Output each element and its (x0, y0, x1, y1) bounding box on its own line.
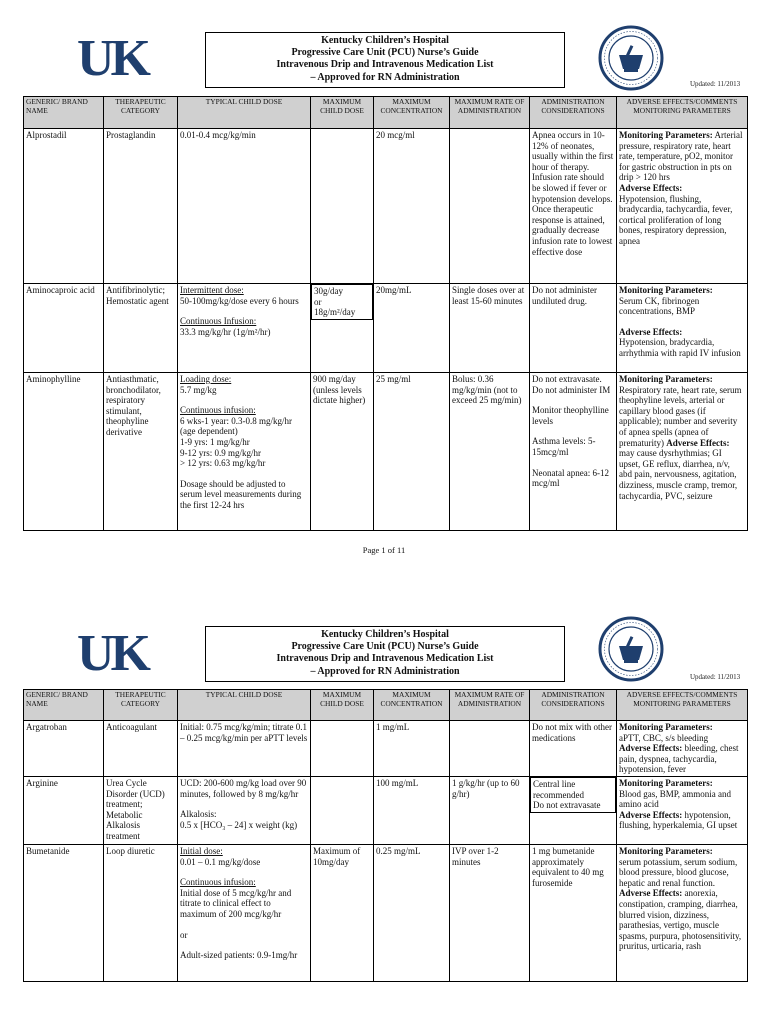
dose-text: 6 wks-1 year: 0.3-0.8 mg/kg/hr (age dependent) 1-9 yrs: 1 mg/kg/hr 9-12 yrs: 0.9 mg/kg/hr > 12 yrs: 0.63 mg/kg/hr (180, 415, 292, 469)
col-header-max-conc: MAXIMUM CONCENTRATION (374, 97, 450, 129)
max-dose (311, 129, 374, 284)
adverse-text: may cause dysrhythmias; GI upset, GE reflux, diarrhea, n/v, abd pain, nervousness, agitation, dizziness, muscle cramp, tremor, tachycardia, PVC, seizure (619, 448, 738, 501)
dose-heading: Continuous infusion: (180, 877, 256, 888)
updated-date: Updated: 11/2013 (690, 80, 741, 88)
drug-name: Aminocaproic acid (24, 284, 104, 373)
monitoring-text: Blood gas, BMP, ammonia and amino acid (619, 788, 731, 810)
max-concentration: 100 mg/mL (374, 776, 450, 844)
page-number: Page 1 of 11 (362, 545, 406, 555)
adverse-text: hypotension, flushing, hyperkalemia, GI upset (619, 809, 738, 831)
max-rate: 1 g/kg/hr (up to 60 g/hr) (450, 776, 530, 844)
admin-considerations: Do not administer undiluted drug. (530, 284, 617, 373)
dose-text: 33.3 mg/kg/hr (1g/m²/hr) (180, 326, 271, 337)
typical-dose: 0.01-0.4 mcg/kg/min (178, 129, 311, 284)
adverse-effects (617, 129, 748, 284)
dose-note: Dosage should be adjusted to serum level measurements during the first 12-24 hrs (180, 478, 302, 510)
monitoring-label: Monitoring Parameters: (619, 130, 713, 140)
dose-text: 50-100mg/kg/dose every 6 hours (180, 295, 299, 306)
col-header-max-dose: MAXIMUM CHILD DOSE (311, 97, 374, 129)
max-rate: Single doses over at least 15-60 minutes (450, 284, 530, 373)
table-header-row (24, 97, 748, 129)
max-rate: IVP over 1-2 minutes (450, 844, 530, 981)
col-header-category: THERAPEUTIC CATEGORY (104, 690, 178, 721)
typical-dose (178, 284, 311, 373)
monitoring-label: Monitoring Parameters: (619, 374, 713, 384)
max-rate: Bolus: 0.36 mg/kg/min (not to exceed 25 mg/min) (450, 373, 530, 531)
col-header-adverse: ADVERSE EFFECTS/COMMENTS MONITORING PARAMETERS (617, 690, 748, 721)
admin-text: Neonatal apnea: 6-12 mcg/ml (532, 467, 609, 489)
drug-name: Alprostadil (24, 129, 104, 284)
pharmacy-seal-icon (598, 616, 664, 682)
max-rate (450, 721, 530, 777)
typical-dose: Initial: 0.75 mcg/kg/min; titrate 0.1 – 0.25 mcg/kg/min per aPTT levels (178, 721, 311, 777)
col-header-max-rate: MAXIMUM RATE OF ADMINISTRATION (450, 97, 530, 129)
drug-category: Loop diuretic (104, 844, 178, 981)
adverse-label: Adverse Effects: (666, 437, 730, 448)
col-header-max-conc: MAXIMUM CONCENTRATION (374, 690, 450, 721)
adverse-label: Adverse Effects: (619, 888, 683, 899)
table-row (24, 373, 748, 531)
table-row (24, 284, 748, 373)
pharmacy-seal-icon (598, 25, 664, 91)
monitoring-text: serum potassium, serum sodium, blood pressure, blood glucose, hepatic and renal function. (619, 856, 738, 888)
drug-category: Anticoagulant (104, 721, 178, 777)
table-row (24, 776, 748, 844)
document-page-2 (0, 600, 768, 1024)
col-header-category: THERAPEUTIC CATEGORY (104, 97, 178, 129)
admin-text: Do not extravasate. Do not administer IM (532, 374, 611, 395)
monitoring-text: Arterial pressure, respiratory rate, heart rate, temperature, pO2, monitor for gastric obstruction in pts on drip > 120 hrs (619, 130, 743, 183)
adverse-label: Adverse Effects: (619, 326, 683, 337)
table-row (24, 844, 748, 981)
max-concentration: 0.25 mg/mL (374, 844, 450, 981)
dose-text: Initial dose of 5 mcg/kg/hr and titrate to clinical effect to maximum of 200 mcg/kg/hr (180, 887, 292, 919)
drug-name: Argatroban (24, 721, 104, 777)
monitoring-text: Serum CK, fibrinogen concentrations, BMP (619, 295, 700, 317)
table-header-row (24, 690, 748, 721)
adverse-effects (617, 721, 748, 777)
dose-text: or (180, 929, 188, 940)
dose-heading: Loading dose: (180, 374, 232, 384)
drug-category: Antifibrinolytic; Hemostatic agent (104, 284, 178, 373)
drug-category: Urea Cycle Disorder (UCD) treatment; Metabolic Alkalosis treatment (104, 776, 178, 844)
col-header-admin: ADMINISTRATION CONSIDERATIONS (530, 690, 617, 721)
updated-date: Updated: 11/2013 (690, 673, 741, 681)
drug-category: Prostaglandin (104, 129, 178, 284)
monitoring-text: aPTT, CBC, s/s bleeding (619, 732, 709, 743)
document-title: Kentucky Children’s Hospital Progressive Care Unit (PCU) Nurse’s Guide Intravenous Drip and Intravenous Medication List – Approved for RN Administration (205, 626, 565, 682)
medication-table-page-2 (23, 689, 748, 982)
col-header-max-rate: MAXIMUM RATE OF ADMINISTRATION (450, 690, 530, 721)
adverse-label: Adverse Effects: (619, 809, 683, 820)
monitoring-label: Monitoring Parameters: (619, 285, 713, 295)
drug-name: Aminophylline (24, 373, 104, 531)
col-header-adverse: ADVERSE EFFECTS/COMMENTS MONITORING PARAMETERS (617, 97, 748, 129)
adverse-effects (617, 844, 748, 981)
adverse-label: Adverse Effects: (619, 743, 683, 754)
admin-considerations: 1 mg bumetanide approximately equivalent to 40 mg furosemide (530, 844, 617, 981)
max-concentration: 20mg/mL (374, 284, 450, 373)
col-header-max-dose: MAXIMUM CHILD DOSE (311, 690, 374, 721)
dose-heading: Continuous Infusion: (180, 316, 257, 327)
adverse-effects (617, 373, 748, 531)
admin-considerations (530, 373, 617, 531)
col-header-dose: TYPICAL CHILD DOSE (178, 690, 311, 721)
dose-text: UCD: 200-600 mg/kg load over 90 minutes, followed by 8 mg/kg/hr (180, 777, 307, 799)
drug-name: Bumetanide (24, 844, 104, 981)
col-header-admin: ADMINISTRATION CONSIDERATIONS (530, 97, 617, 129)
col-header-generic: GENERIC/ BRAND NAME (24, 690, 104, 721)
adverse-effects (617, 776, 748, 844)
col-header-generic: GENERIC/ BRAND NAME (24, 97, 104, 129)
document-title: Kentucky Children’s Hospital Progressive Care Unit (PCU) Nurse’s Guide Intravenous Drip and Intravenous Medication List – Approved for RN Administration (205, 32, 565, 88)
drug-name: Arginine (24, 776, 104, 844)
admin-text: Monitor theophylline levels (532, 405, 609, 426)
max-dose: Maximum of 10mg/day (311, 844, 374, 981)
admin-text: Asthma levels: 5-15mcg/ml (532, 436, 596, 457)
monitoring-label: Monitoring Parameters: (619, 777, 713, 788)
typical-dose (178, 776, 311, 844)
dose-heading: Continuous infusion: (180, 405, 256, 416)
dose-text: Adult-sized patients: 0.9-1mg/hr (180, 950, 298, 961)
dose-heading: Initial dose: (180, 845, 223, 856)
table-row (24, 129, 748, 284)
max-rate (450, 129, 530, 284)
monitoring-label: Monitoring Parameters: (619, 845, 713, 856)
adverse-text: Hypotension, flushing, bradycardia, tachycardia, fever, cortical proliferation of long bones, respiratory depression, apnea (619, 193, 733, 246)
max-concentration: 20 mcg/ml (374, 129, 450, 284)
dose-heading: Intermittent dose: (180, 285, 244, 295)
uk-logo: UK (77, 30, 147, 87)
adverse-text: anorexia, constipation, cramping, diarrhea, blurred vision, dizziness, parathesias, vertigo, muscle spasms, purpura, photosensitivity, pruritus, urticaria, rash (619, 888, 742, 952)
adverse-effects (617, 284, 748, 373)
max-concentration: 1 mg/mL (374, 721, 450, 777)
medication-table-page-1 (23, 96, 748, 531)
admin-considerations: Central line recommended Do not extravasate (530, 777, 616, 813)
col-header-dose: TYPICAL CHILD DOSE (178, 97, 311, 129)
dose-text: 5.7 mg/kg (180, 384, 217, 395)
admin-considerations: Apnea occurs in 10-12% of neonates, usually within the first hour of therapy. Infusion rate should be slowed if fever or hypotension develops. Once therapeutic response is attained, gradually decrease infusion rate to lowest effective dose (530, 129, 617, 284)
max-concentration: 25 mg/ml (374, 373, 450, 531)
adverse-label: Adverse Effects: (619, 182, 683, 193)
table-row (24, 721, 748, 777)
dose-text: 0.01 – 0.1 mg/kg/dose (180, 856, 261, 867)
max-dose: 900 mg/day (unless levels dictate higher) (311, 373, 374, 531)
typical-dose (178, 373, 311, 531)
uk-logo: UK (77, 625, 147, 682)
admin-considerations: Do not mix with other medications (530, 721, 617, 777)
dose-text: Alkalosis: 0.5 x [HCO₃ – 24] x weight (kg) (180, 809, 298, 830)
max-dose: 30g/day or 18g/m²/day (311, 284, 373, 320)
typical-dose (178, 844, 311, 981)
adverse-text: bleeding, chest pain, dyspnea, tachycardia, hypotension, fever (619, 743, 739, 775)
monitoring-label: Monitoring Parameters: (619, 722, 713, 732)
adverse-text: Hypotension, bradycardia, arrhythmia with rapid IV infusion (619, 337, 741, 358)
max-dose (311, 721, 374, 777)
max-dose (311, 776, 374, 844)
monitoring-text: Respiratory rate, heart rate, serum theophyline levels, arterial or capillary blood gases (if applicable); number and severity of apnea spells (apnea of prematurity) (619, 384, 742, 448)
drug-category: Antiasthmatic, bronchodilator, respiratory stimulant, theophyline derivative (104, 373, 178, 531)
